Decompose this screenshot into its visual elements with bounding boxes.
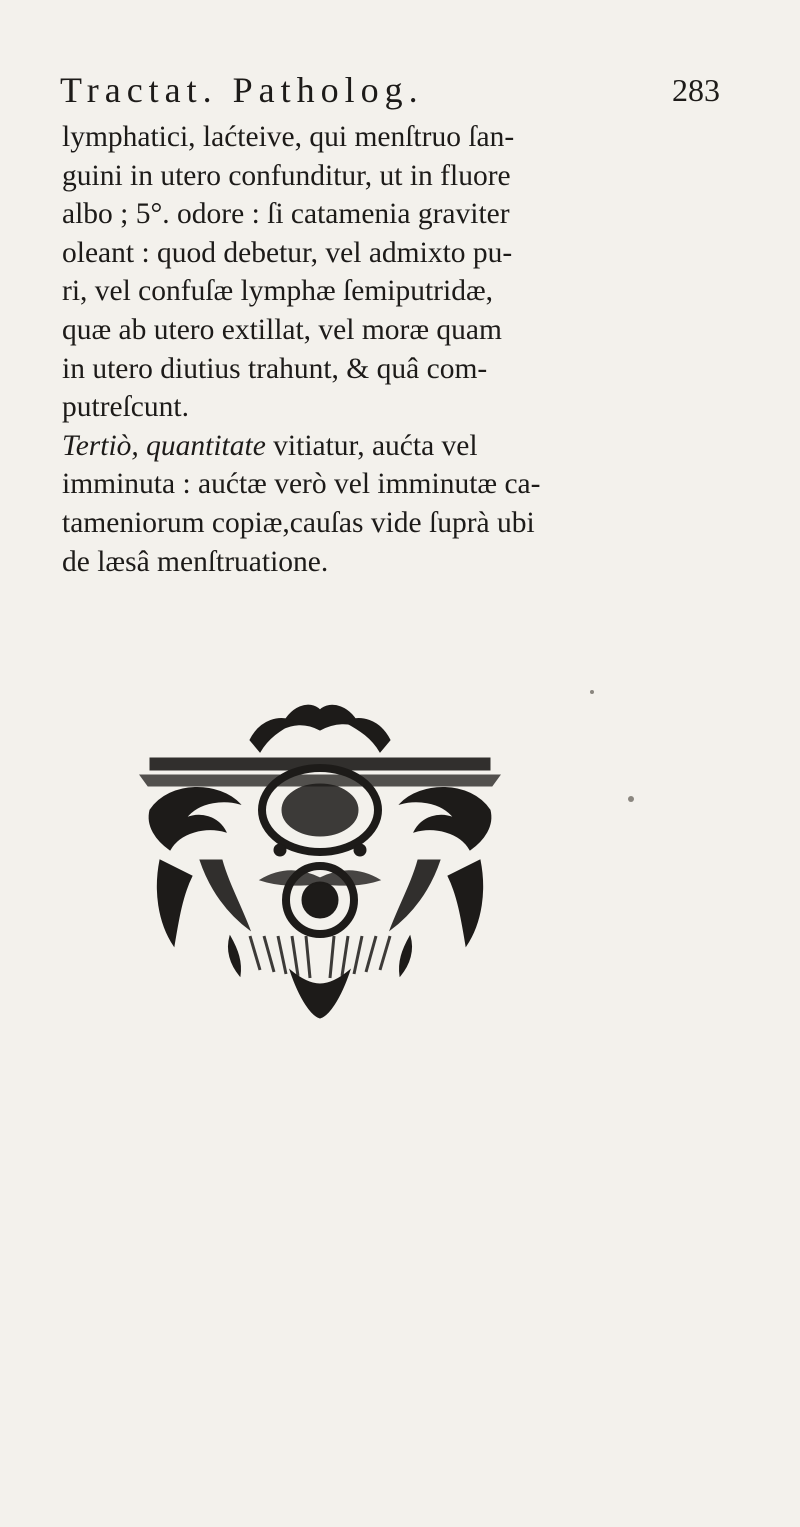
running-title: Tractat. Patholog. [60, 70, 424, 110]
page-number: 283 [672, 72, 720, 108]
text-line: lymphatici, laćteive, qui menſtruo ſan- [62, 121, 515, 153]
paragraph-lead-rest: vitiatur, aućta vel [265, 429, 478, 462]
text-line: quæ ab utero extillat, vel moræ quam [62, 313, 502, 346]
text-line: oleant : quod debetur, vel admixto pu- [62, 236, 513, 269]
paragraph-lead-line [62, 427, 742, 466]
text-line: de læsâ menſtruatione. [62, 545, 329, 578]
ink-speck [628, 796, 634, 802]
ink-speck [590, 690, 594, 694]
text-line: imminuta : aućtæ verò vel imminutæ ca- [62, 468, 541, 501]
text-line: putreſcunt. [62, 391, 189, 424]
text-line: tameniorum copiæ,cauſas vide ſuprà ubi [62, 506, 535, 539]
paragraph-lead-italic: Tertiò, quantitate [62, 429, 266, 462]
text-line: in utero diutius trahunt, & quâ com- [62, 352, 488, 385]
body-text [62, 118, 742, 581]
text-line: albo ; 5°. odore : ſi catamenia graviter [62, 198, 510, 231]
tailpiece-ornament [130, 700, 510, 1020]
page-header [60, 68, 720, 112]
text-line: guini in utero confunditur, ut in fluore [62, 159, 511, 192]
text-line: ri, vel confuſæ lymphæ ſemiputridæ, [62, 275, 493, 308]
